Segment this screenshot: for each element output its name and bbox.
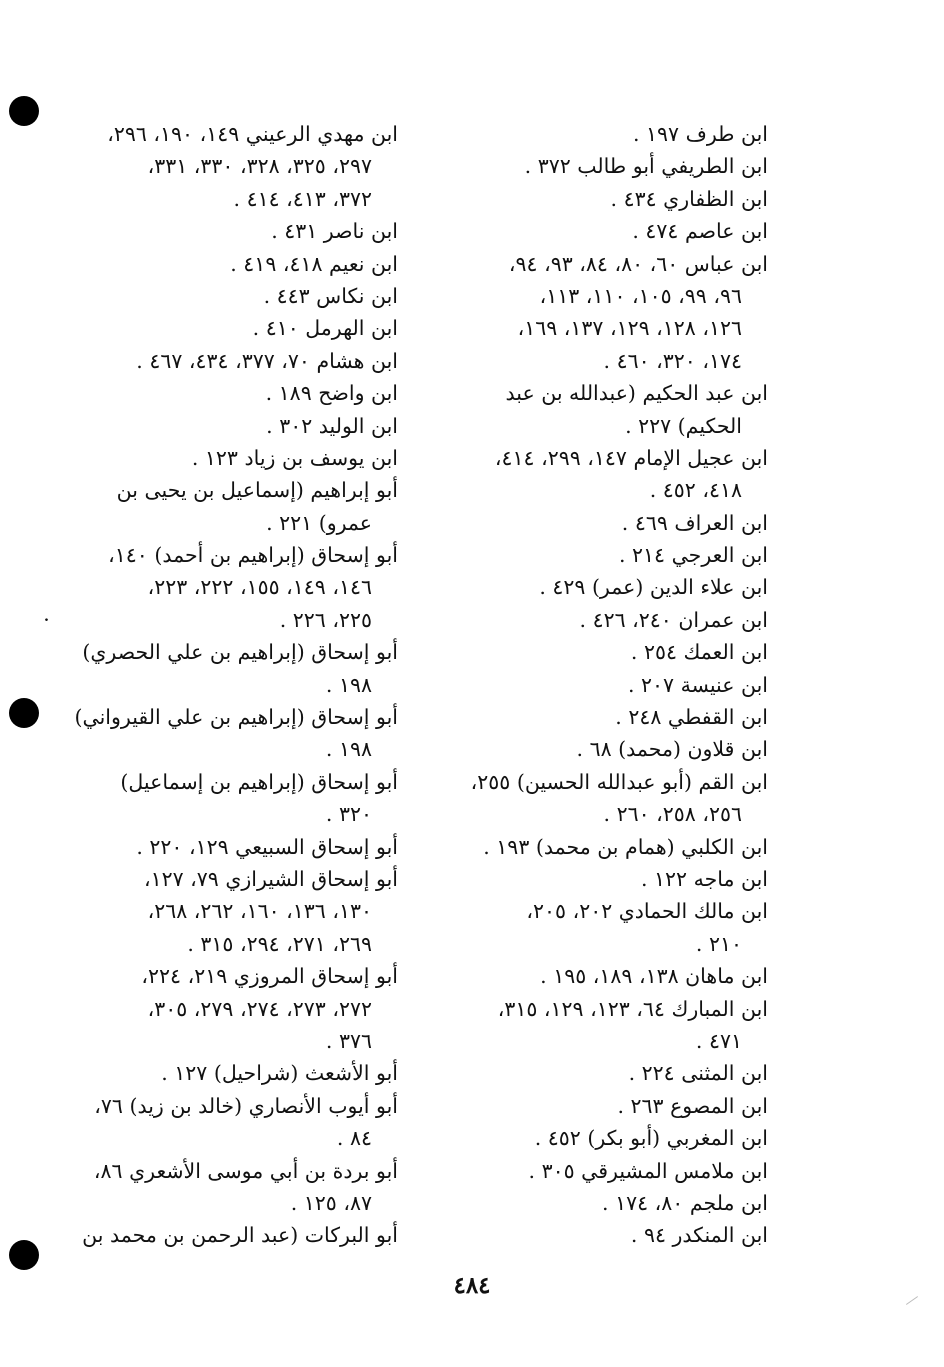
index-entry: ابن قلاون (محمد) ٦٨ . [576,737,768,762]
punch-hole-top [9,96,39,126]
index-entry-continuation: ٢٦٩، ٢٧١، ٢٩٤، ٣١٥ . [187,931,372,956]
index-entry: ابن عاصم ٤٧٤ . [632,219,768,244]
index-entry-continuation: ٩٦، ٩٩، ١٠٥، ١١٠، ١١٣، [539,283,742,308]
index-entry-continuation: الحكيم) ٢٢٧ . [625,413,742,438]
index-entry: ابن المثنى ٢٢٤ . [628,1061,768,1086]
index-entry-continuation: ١٢٦، ١٢٨، ١٢٩، ١٣٧، ١٦٩، [517,316,742,341]
index-entry: ابن المنكدر ٩٤ . [630,1223,768,1248]
index-entry: ابن الوليد ٣٠٢ . [266,413,398,438]
index-entry: ابن الهرمل ٤١٠ . [252,316,398,341]
index-entry: ابن ملامس المشيرقي ٣٠٥ . [528,1158,768,1183]
index-entry: أبو إسحاق المروزي ٢١٩، ٢٢٤، [141,964,398,989]
index-entry: ابن عباس ٦٠، ٨٠، ٨٤، ٩٣، ٩٤، [508,251,768,276]
index-column-right [438,118,768,1252]
index-entry: أبو إسحاق (إبراهيم بن أحمد) ١٤٠، [108,543,398,568]
index-entry: ابن القفطي ٢٤٨ . [615,705,768,730]
stray-dot-mark: · [43,607,50,632]
index-entry: ابن العراف ٤٦٩ . [621,510,768,535]
index-entry: ابن علاء الدين (عمر) ٤٢٩ . [539,575,768,600]
index-entry: ابن المغربي (أبو بكر) ٤٥٢ . [534,1126,768,1151]
index-entry-continuation: ١٩٨ . [325,737,372,762]
index-entry-continuation: ٨٧، ١٢٥ . [290,1190,372,1215]
index-entry: ابن ماهان ١٣٨، ١٨٩، ١٩٥ . [540,964,768,989]
index-entry: ابن نكاس ٤٤٣ . [263,283,398,308]
index-entry: ابن واضح ١٨٩ . [265,381,398,406]
index-entry-continuation: ١٩٨ . [325,672,372,697]
index-entry-continuation: ٣٧٦ . [325,1028,372,1053]
index-entry-continuation: ٢٧٢، ٢٧٣، ٢٧٤، ٢٧٩، ٣٠٥، [147,996,372,1021]
page-number: ٤٨٤ [453,1272,491,1299]
index-entry: ابن العمك ٢٥٤ . [630,640,768,665]
index-entry-continuation: ٤٧١ . [695,1028,742,1053]
index-entry: أبو إبراهيم (إسماعيل بن يحيى بن [116,478,398,503]
index-entry-continuation: ٢١٠ . [695,931,742,956]
index-entry: ابن الظفاري ٤٣٤ . [610,186,768,211]
index-entry-continuation: ٢٥٦، ٢٥٨، ٢٦٠ . [603,802,742,827]
index-entry: ابن المصوع ٢٦٣ . [617,1093,768,1118]
index-entry: ابن المبارك ٦٤، ١٢٣، ١٢٩، ٣١٥، [497,996,768,1021]
index-entry-continuation: ٣٧٢، ٤١٣، ٤١٤ . [233,186,372,211]
index-entry: أبو إسحاق الشيرازي ٧٩، ١٢٧، [143,866,398,891]
index-entry: ابن طرف ١٩٧ . [632,122,768,146]
index-column-left [43,118,398,1252]
index-entry: ابن مالك الحمادي ٢٠٢، ٢٠٥، [526,899,768,924]
index-entry: ابن عنيسة ٢٠٧ . [627,672,768,697]
index-entry: أبو إسحاق (إبراهيم بن علي الحصري) [82,640,398,665]
index-entry-continuation: ٨٤ . [336,1126,372,1151]
index-entry-continuation: عمرو) ٢٢١ . [266,510,372,535]
index-entry: أبو إسحاق السبيعي ١٢٩، ٢٢٠ . [136,834,398,859]
index-entry: ابن العرجي ٢١٤ . [618,543,768,568]
index-entry: ابن الطريفي أبو طالب ٣٧٢ . [524,154,768,179]
index-entry: ابن عبد الحكيم (عبدالله بن عبد [505,381,768,406]
index-entry: أبو البركات (عبد الرحمن بن محمد بن [82,1223,398,1248]
index-entry: ابن يوسف بن زياد ١٢٣ . [191,445,398,470]
index-entry: أبو إسحاق (إبراهيم بن إسماعيل) [120,769,398,794]
index-entry: ابن مهدي الرعيني ١٤٩، ١٩٠، ٢٩٦، [107,122,398,146]
index-entry: ابن ملجم ٨٠، ١٧٤ . [602,1190,768,1215]
index-entry-continuation: ٢٢٥، ٢٢٦ .· [43,607,372,632]
index-entry: ابن هشام ٧٠، ٣٧٧، ٤٣٤، ٤٦٧ . [136,348,398,373]
index-entry: أبو أيوب الأنصاري (خالد بن زيد) ٧٦، [94,1093,398,1118]
index-entry: ابن عمران ٢٤٠، ٤٢٦ . [579,607,768,632]
index-entry: ابن عجيل الإمام ١٤٧، ٢٩٩، ٤١٤، [494,445,768,470]
index-entry-continuation: ١٣٠، ١٣٦، ١٦٠، ٢٦٢، ٢٦٨، [147,899,372,924]
index-entry: ابن ماجه ١٢٢ . [640,866,768,891]
index-entry-continuation: ١٧٤، ٣٢٠، ٤٦٠ . [603,348,742,373]
index-entry-continuation: ١٤٦، ١٤٩، ١٥٥، ٢٢٢، ٢٢٣، [147,575,372,600]
index-entry: أبو بردة بن أبي موسى الأشعري ٨٦، [93,1158,398,1183]
index-entry-continuation: ٤١٨، ٤٥٢ . [649,478,742,503]
index-entry: ابن نعيم ٤١٨، ٤١٩ . [230,251,398,276]
index-entry: ابن ناصر ٤٣١ . [271,219,398,244]
index-entry-continuation: ٣٢٠ . [325,802,372,827]
punch-hole-middle [9,698,39,728]
index-entry-continuation: ٢٩٧، ٣٢٥، ٣٢٨، ٣٣٠، ٣٣١، [147,154,372,179]
index-entry: أبو إسحاق (إبراهيم بن علي القيرواني) [74,705,398,730]
index-entry: ابن القم (أبو عبدالله الحسين) ٢٥٥، [470,769,768,794]
index-entry: أبو الأشعث (شراحيل) ١٢٧ . [161,1061,398,1086]
punch-hole-bottom [9,1240,39,1270]
index-entry: ابن الكلبي (همام بن محمد) ١٩٣ . [483,834,768,859]
